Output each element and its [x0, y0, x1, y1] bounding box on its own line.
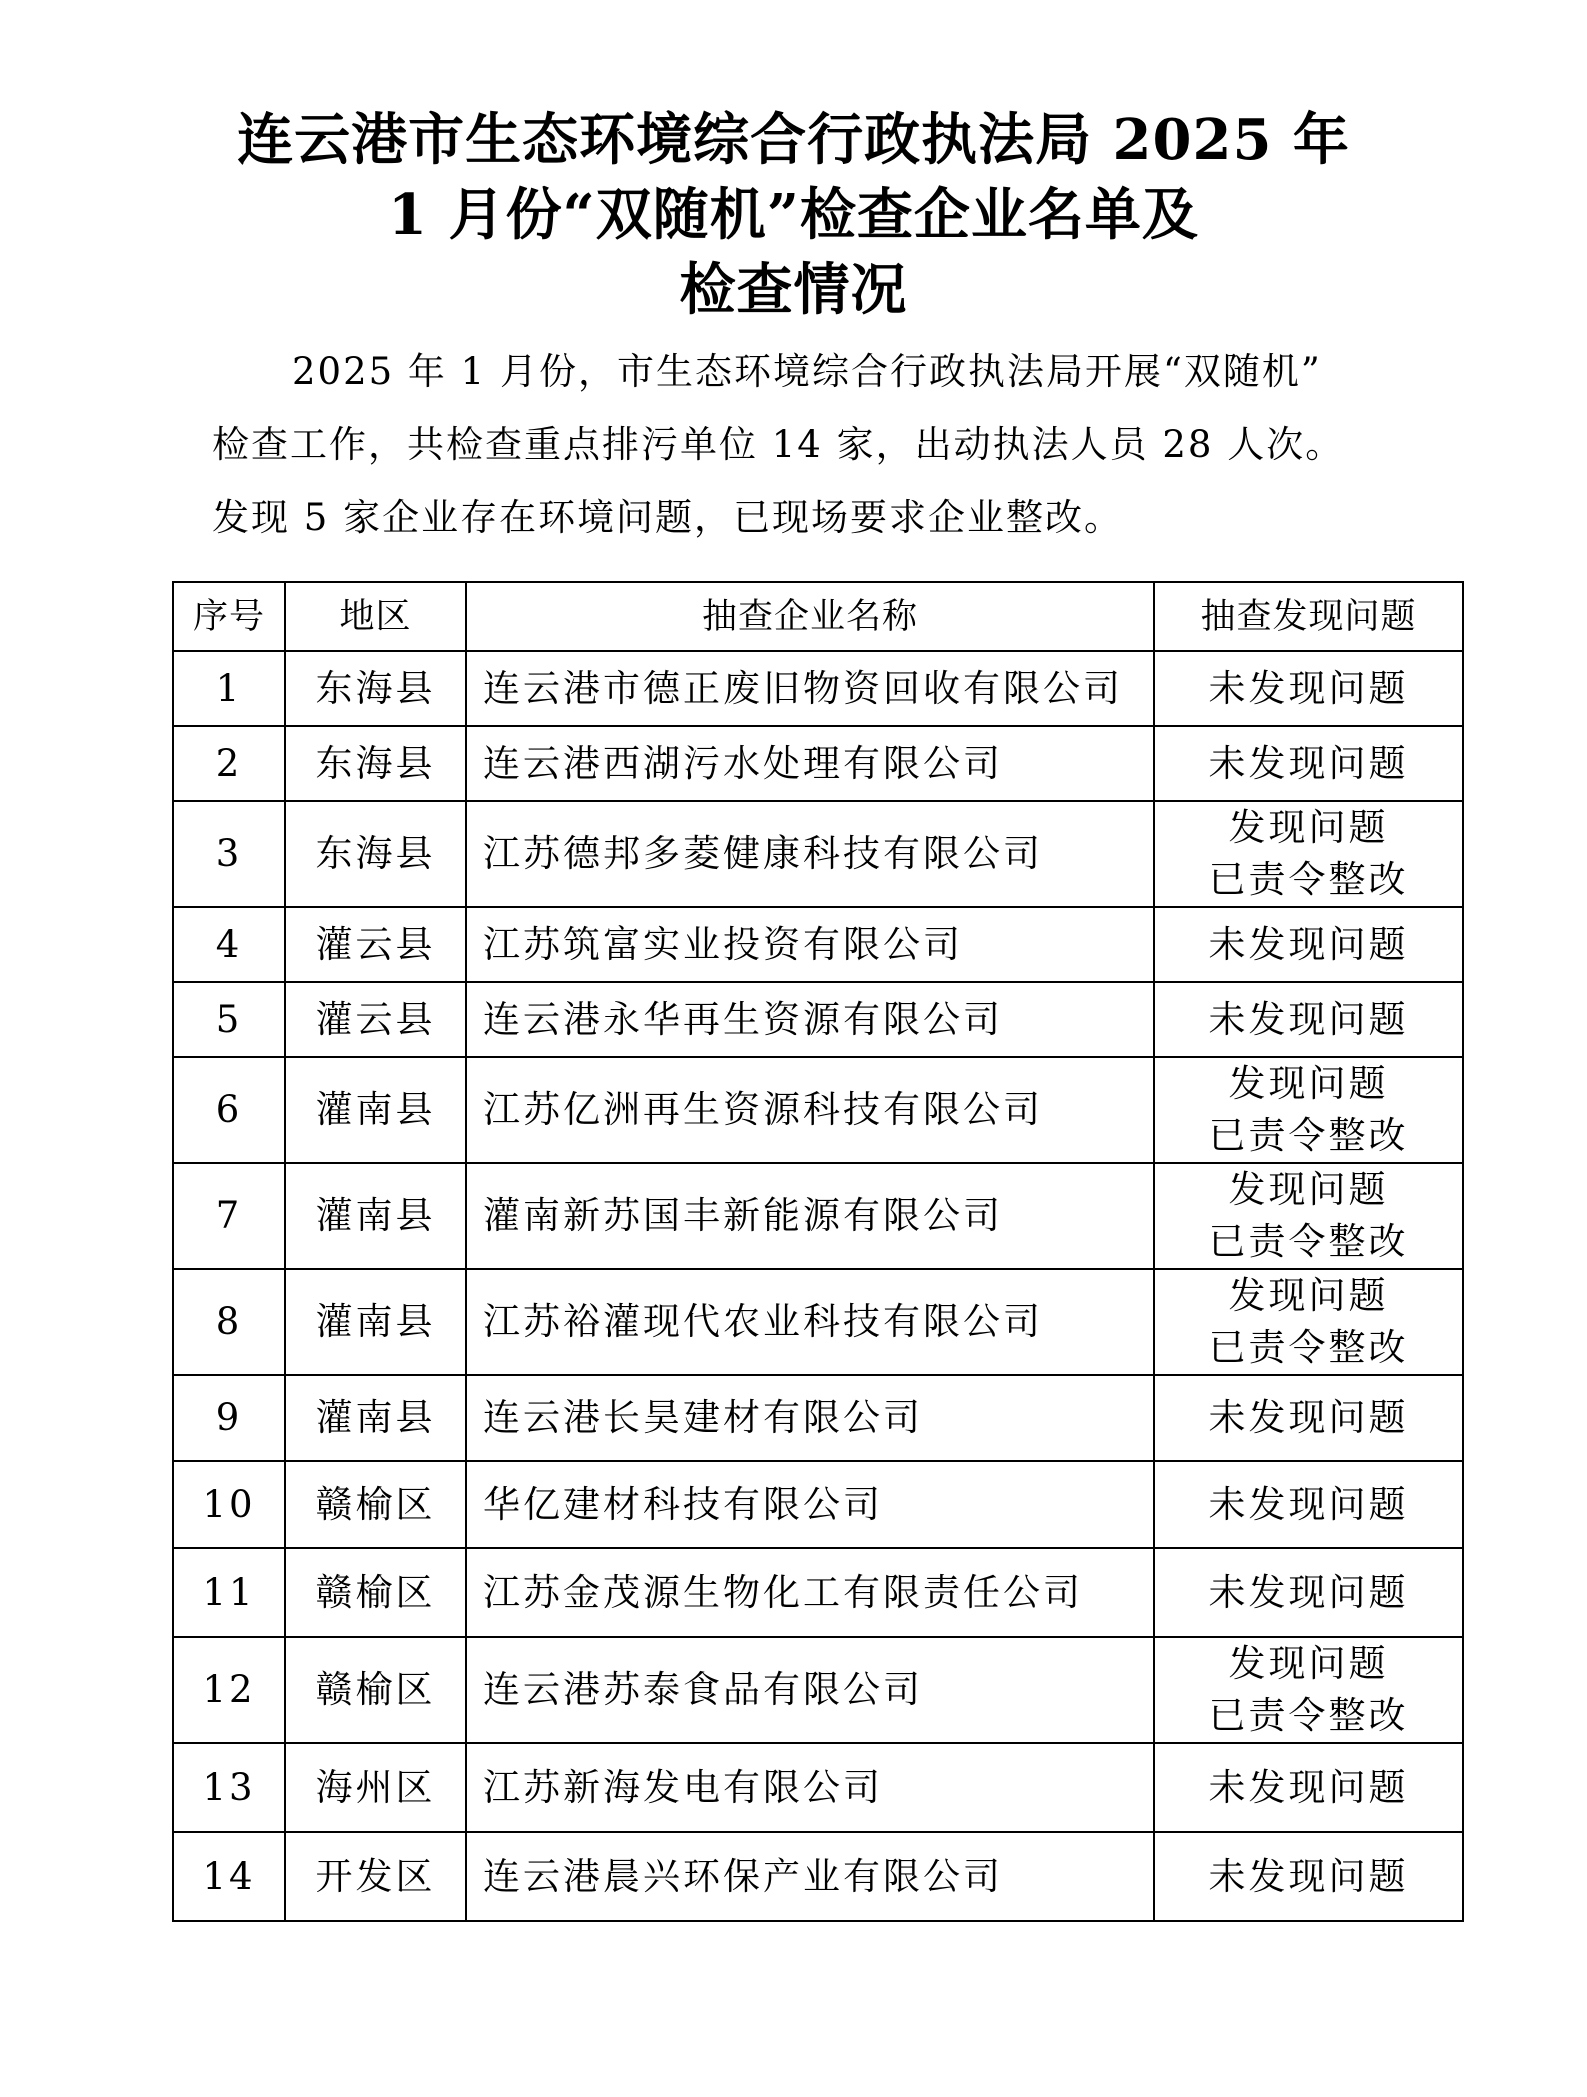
- table-row: [173, 1461, 1463, 1548]
- row-finding-line: 发现问题: [1228, 806, 1389, 849]
- row-region: 灌南县: [285, 1057, 466, 1163]
- row-finding: [1154, 1461, 1463, 1548]
- row-finding-line: 未发现问题: [1208, 997, 1409, 1041]
- header-company-name: 抽查企业名称: [466, 582, 1154, 651]
- header-serial-no: 序号: [173, 582, 285, 651]
- row-finding-line: 未发现问题: [1208, 1854, 1409, 1898]
- row-finding-line: 已责令整改: [1208, 1114, 1409, 1157]
- row-serial-no: 1: [173, 651, 285, 726]
- row-region: 灌南县: [285, 1269, 466, 1375]
- row-region: 东海县: [285, 726, 466, 801]
- table-row: [173, 1269, 1463, 1375]
- row-region: 灌云县: [285, 982, 466, 1057]
- row-finding: [1154, 651, 1463, 726]
- row-company-name: 连云港苏泰食品有限公司: [466, 1637, 1154, 1743]
- row-finding-line: 发现问题: [1228, 1062, 1389, 1105]
- document-title-line-1: 连云港市生态环境综合行政执法局 2025 年: [237, 107, 1350, 173]
- intro-paragraph-line-2: 检查工作，共检查重点排污单位 14 家，出动执法人员 28 人次。: [212, 423, 1345, 466]
- row-serial-no: 13: [173, 1743, 285, 1832]
- table-header-row: [173, 582, 1463, 651]
- row-serial-no: 12: [173, 1637, 285, 1743]
- intro-paragraph-line-1: 2025 年 1 月份，市生态环境综合行政执法局开展“双随机”: [292, 350, 1322, 393]
- table-row: [173, 1832, 1463, 1921]
- row-finding: [1154, 982, 1463, 1057]
- row-finding-line: 未发现问题: [1208, 1482, 1409, 1526]
- row-serial-no: 10: [173, 1461, 285, 1548]
- row-finding-line: 未发现问题: [1208, 922, 1409, 966]
- row-region: 东海县: [285, 801, 466, 907]
- row-company-name: 连云港晨兴环保产业有限公司: [466, 1832, 1154, 1921]
- row-serial-no: 6: [173, 1057, 285, 1163]
- table-row: [173, 726, 1463, 801]
- table-row: [173, 1057, 1463, 1163]
- row-finding: [1154, 801, 1463, 907]
- table-row: [173, 1743, 1463, 1832]
- table-row: [173, 801, 1463, 907]
- table-body: [173, 651, 1463, 1921]
- row-company-name: 江苏筑富实业投资有限公司: [466, 907, 1154, 982]
- row-region: 海州区: [285, 1743, 466, 1832]
- row-finding: [1154, 1057, 1463, 1163]
- row-finding-line: 发现问题: [1228, 1642, 1389, 1685]
- intro-paragraph-line-3: 发现 5 家企业存在环境问题，已现场要求企业整改。: [212, 496, 1124, 539]
- row-company-name: 华亿建材科技有限公司: [466, 1461, 1154, 1548]
- row-finding: [1154, 1375, 1463, 1461]
- table-row: [173, 982, 1463, 1057]
- row-finding-line: 发现问题: [1228, 1168, 1389, 1211]
- row-finding: [1154, 1163, 1463, 1269]
- row-finding: [1154, 907, 1463, 982]
- table-row: [173, 651, 1463, 726]
- document-title-line-3: 检查情况: [679, 257, 908, 323]
- row-finding-line: 未发现问题: [1208, 1765, 1409, 1809]
- row-finding-line: 未发现问题: [1208, 741, 1409, 785]
- row-finding-line: 已责令整改: [1208, 1326, 1409, 1369]
- row-company-name: 江苏德邦多菱健康科技有限公司: [466, 801, 1154, 907]
- row-region: 东海县: [285, 651, 466, 726]
- row-serial-no: 8: [173, 1269, 285, 1375]
- row-company-name: 灌南新苏国丰新能源有限公司: [466, 1163, 1154, 1269]
- row-finding-line: 发现问题: [1228, 1274, 1389, 1317]
- row-region: 灌南县: [285, 1375, 466, 1461]
- table-row: [173, 1548, 1463, 1637]
- row-finding-line: 已责令整改: [1208, 1220, 1409, 1263]
- row-finding: [1154, 1743, 1463, 1832]
- row-company-name: 连云港永华再生资源有限公司: [466, 982, 1154, 1057]
- document-title-line-2: 1 月份“双随机”检查企业名单及: [388, 182, 1199, 248]
- row-region: 灌南县: [285, 1163, 466, 1269]
- row-finding: [1154, 726, 1463, 801]
- row-region: 赣榆区: [285, 1461, 466, 1548]
- row-company-name: 江苏金茂源生物化工有限责任公司: [466, 1548, 1154, 1637]
- row-region: 赣榆区: [285, 1548, 466, 1637]
- row-serial-no: 2: [173, 726, 285, 801]
- row-company-name: 连云港西湖污水处理有限公司: [466, 726, 1154, 801]
- row-region: 灌云县: [285, 907, 466, 982]
- table-row: [173, 1637, 1463, 1743]
- row-serial-no: 3: [173, 801, 285, 907]
- inspection-table: [172, 581, 1464, 1922]
- row-company-name: 江苏新海发电有限公司: [466, 1743, 1154, 1832]
- row-finding-line: 未发现问题: [1208, 666, 1409, 710]
- row-finding: [1154, 1832, 1463, 1921]
- row-finding-line: 未发现问题: [1208, 1396, 1409, 1439]
- row-company-name: 江苏裕灌现代农业科技有限公司: [466, 1269, 1154, 1375]
- header-findings: 抽查发现问题: [1154, 582, 1463, 651]
- row-serial-no: 4: [173, 907, 285, 982]
- table-row: [173, 1163, 1463, 1269]
- row-serial-no: 11: [173, 1548, 285, 1637]
- row-finding-line: 未发现问题: [1208, 1570, 1409, 1614]
- row-region: 开发区: [285, 1832, 466, 1921]
- row-serial-no: 14: [173, 1832, 285, 1921]
- row-finding: [1154, 1269, 1463, 1375]
- row-finding: [1154, 1637, 1463, 1743]
- row-finding: [1154, 1548, 1463, 1637]
- header-region: 地区: [285, 582, 466, 651]
- row-finding-line: 已责令整改: [1208, 858, 1409, 901]
- row-serial-no: 7: [173, 1163, 285, 1269]
- row-company-name: 连云港长昊建材有限公司: [466, 1375, 1154, 1461]
- row-finding-line: 已责令整改: [1208, 1694, 1409, 1737]
- table-row: [173, 907, 1463, 982]
- row-serial-no: 5: [173, 982, 285, 1057]
- row-company-name: 江苏亿洲再生资源科技有限公司: [466, 1057, 1154, 1163]
- row-company-name: 连云港市德正废旧物资回收有限公司: [466, 651, 1154, 726]
- table-row: [173, 1375, 1463, 1461]
- row-serial-no: 9: [173, 1375, 285, 1461]
- row-region: 赣榆区: [285, 1637, 466, 1743]
